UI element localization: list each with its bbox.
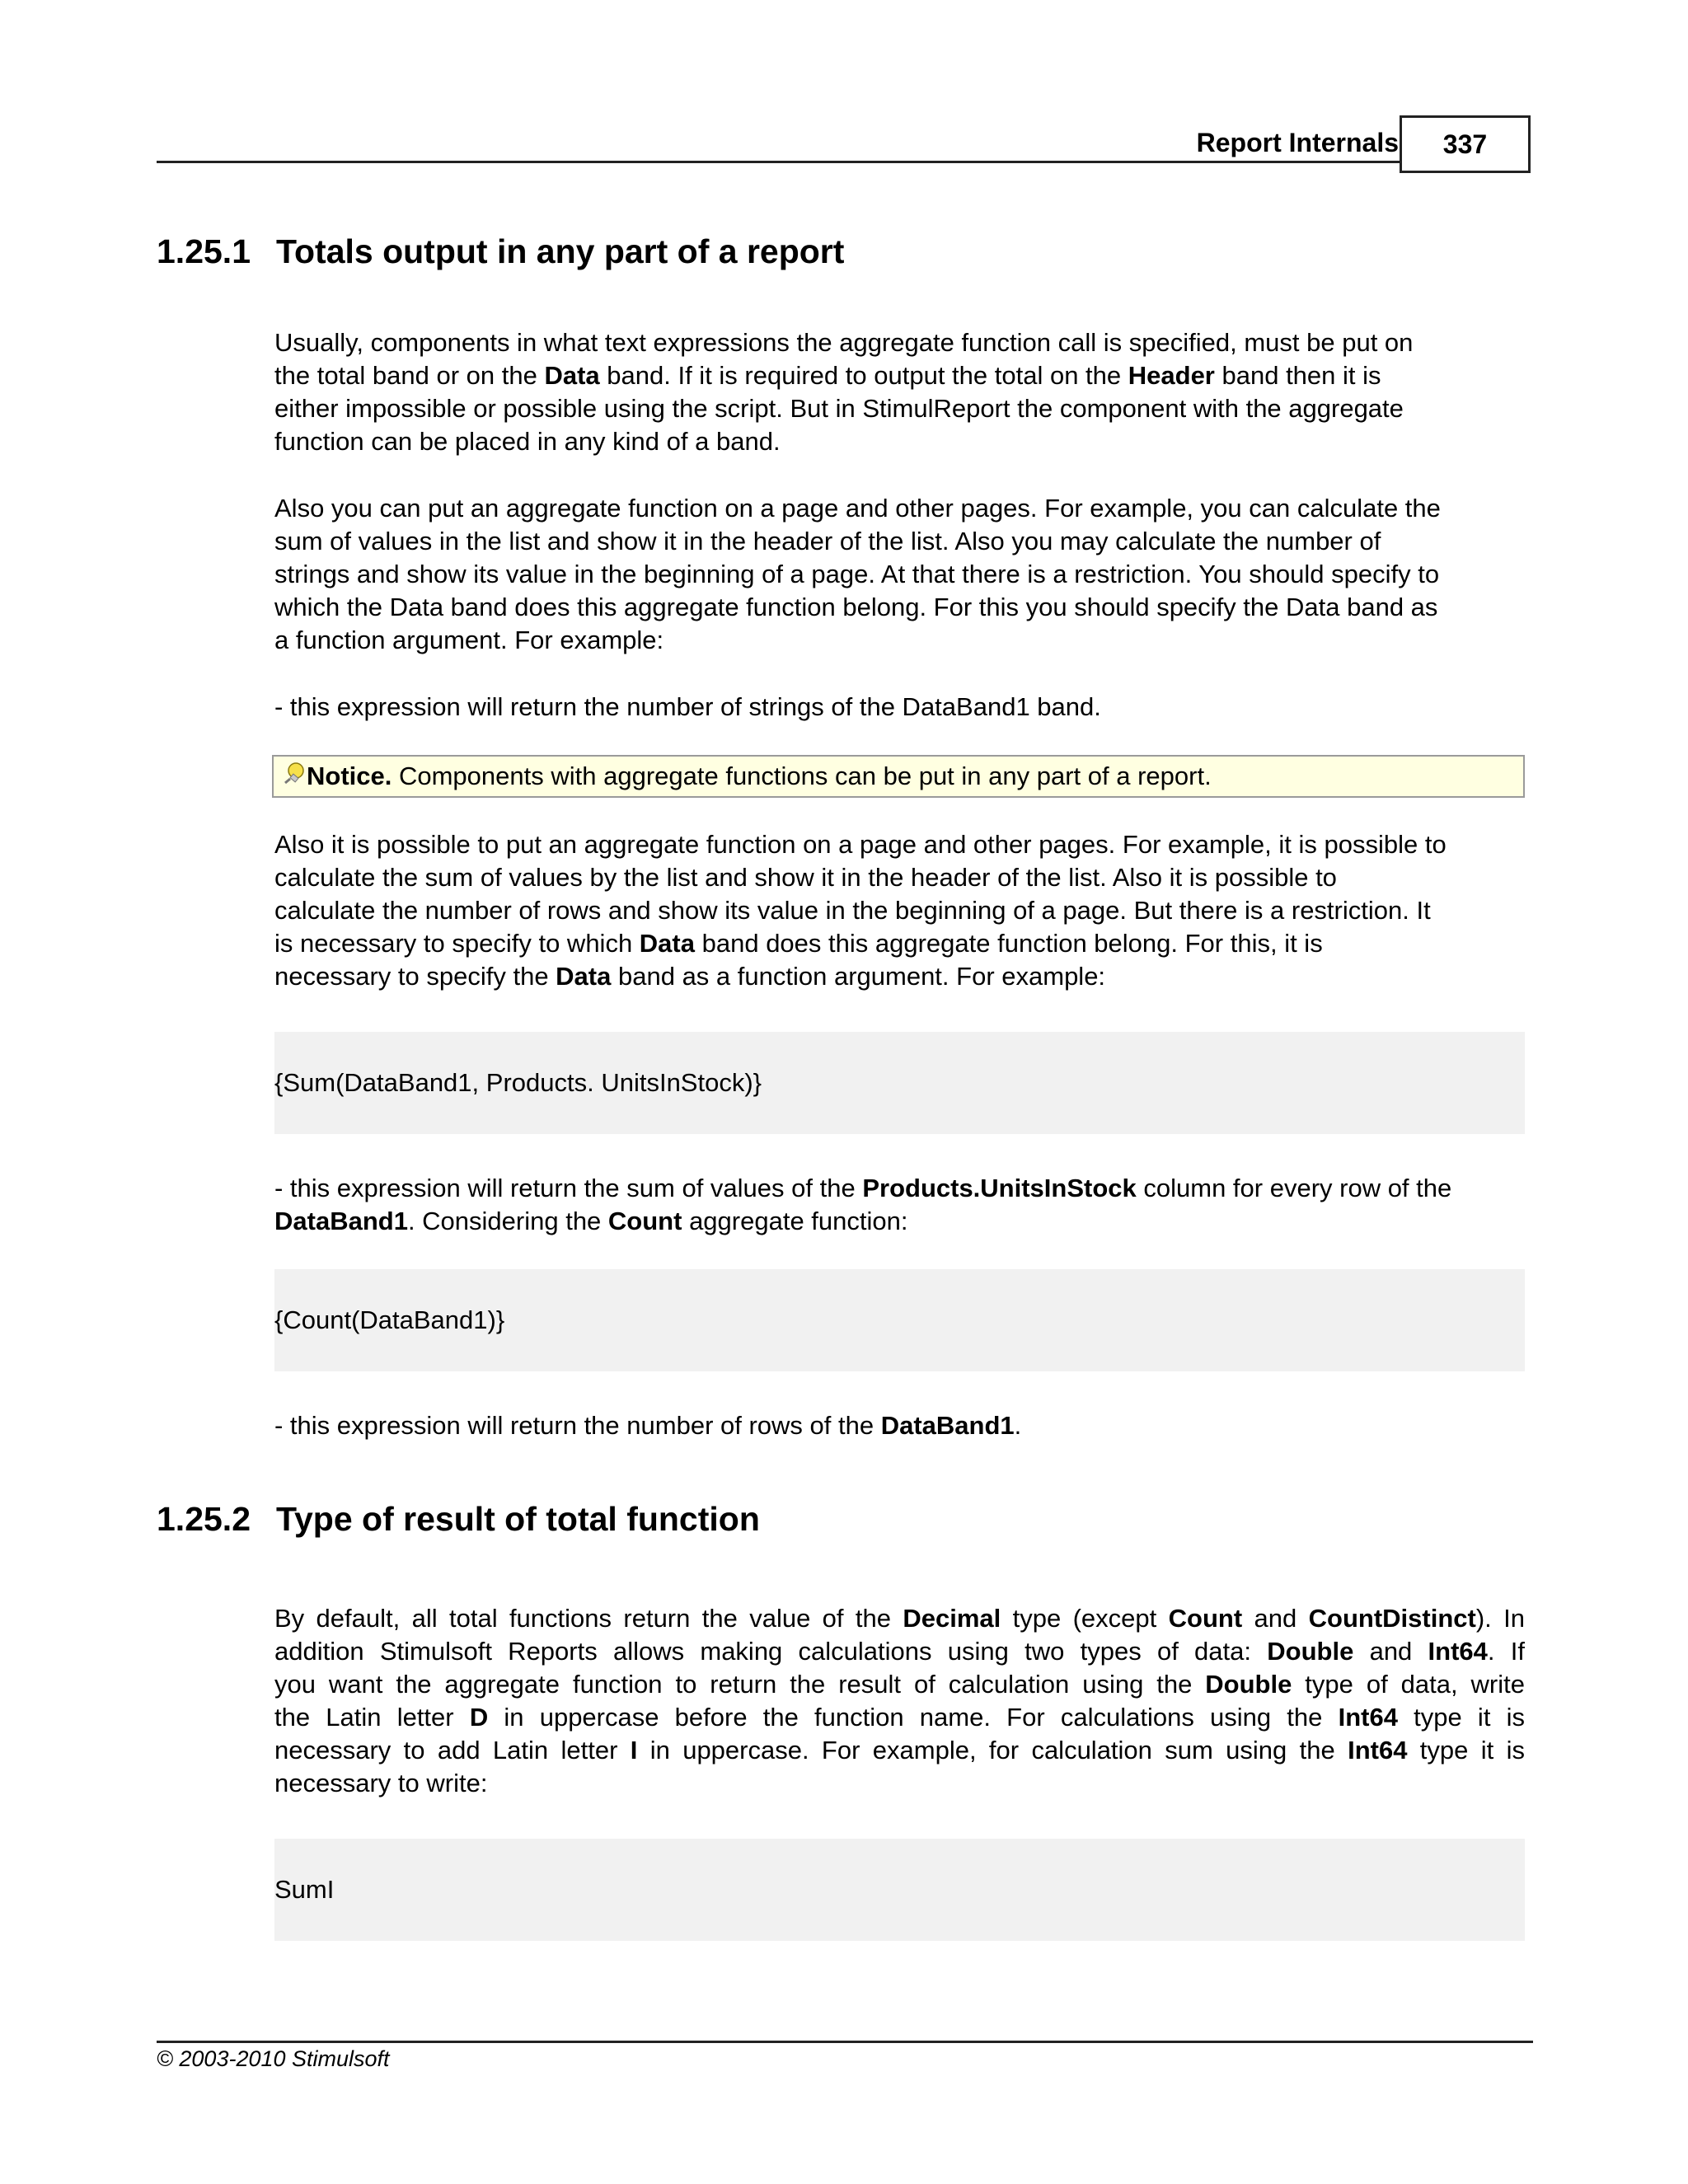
text-line: function can be placed in any kind of a band. <box>274 427 781 456</box>
bold-term: Int64 <box>1338 1703 1398 1732</box>
bold-term: Header <box>1128 361 1215 390</box>
text-span: in uppercase. For example, for calculation sum using the <box>637 1736 1348 1765</box>
notice-label: Notice. <box>307 762 392 790</box>
bold-term: Data <box>639 929 695 958</box>
bold-term: DataBand1 <box>880 1411 1015 1440</box>
text-line: a function argument. For example: <box>274 626 664 654</box>
paragraph-count-expression <box>274 1409 1525 1442</box>
text-span: band then it is <box>1214 361 1381 390</box>
notice-box <box>272 755 1525 798</box>
text-span: is necessary to specify to which <box>274 929 640 958</box>
paragraph-usually <box>274 326 1525 458</box>
text-span: necessary to specify the <box>274 962 556 991</box>
bold-term: Decimal <box>903 1604 1001 1633</box>
text-line: sum of values in the list and show it in the header of the list. Also you may calculate the number of <box>274 527 1381 555</box>
bold-term: Count <box>1168 1604 1243 1633</box>
text-line: - this expression will return the number of strings of the DataBand1 band. <box>274 692 1101 721</box>
text-line: Also you can put an aggregate function on a page and other pages. For example, you can calculate the <box>274 494 1441 523</box>
text-span: - this expression will return the sum of values of the <box>274 1174 863 1202</box>
text-span: column for every row of the <box>1136 1174 1452 1202</box>
text-line: calculate the number of rows and show its value in the beginning of a page. But there is a restriction. It <box>274 896 1431 925</box>
text-span: you want the aggregate function to return the result of calculation using the <box>274 1670 1206 1699</box>
text-span: aggregate function: <box>682 1207 908 1235</box>
text-line: necessary to write: <box>274 1769 488 1797</box>
text-span: in uppercase before the function name. For calculations using the <box>488 1703 1339 1732</box>
text-span: type it is <box>1407 1736 1525 1765</box>
code-block-count <box>274 1269 1525 1371</box>
bold-term: Data <box>544 361 600 390</box>
text-span: band. If it is required to output the total on the <box>599 361 1128 390</box>
code-block-sum <box>274 1032 1525 1134</box>
text-line <box>274 1635 1525 1668</box>
text-line <box>274 1668 1525 1701</box>
text-span: . If <box>1487 1637 1525 1666</box>
section-heading-1-25-1 <box>157 231 844 272</box>
text-line: Also it is possible to put an aggregate function on a page and other pages. For example, it is possible to <box>274 830 1447 859</box>
text-line <box>274 359 1525 392</box>
section-number: 1.25.1 <box>157 232 251 270</box>
bold-term: Int64 <box>1348 1736 1408 1765</box>
text-line: which the Data band does this aggregate function belong. For this you should specify the Data band as <box>274 593 1438 621</box>
text-line <box>274 1602 1525 1635</box>
code-text: SumI <box>274 1875 335 1904</box>
footer-copyright: © 2003-2010 Stimulsoft <box>157 2046 390 2071</box>
section-heading-1-25-2 <box>157 1498 760 1540</box>
paragraph-sum-expression <box>274 1172 1525 1238</box>
bold-term: DataBand1 <box>274 1207 408 1235</box>
text-span: band as a function argument. For example: <box>611 962 1106 991</box>
text-span: the total band or on the <box>274 361 545 390</box>
code-text: {Sum(DataBand1, Products. UnitsInStock)} <box>274 1068 762 1097</box>
bold-term: I <box>630 1736 638 1765</box>
bold-term: Data <box>556 962 612 991</box>
bold-term: Int64 <box>1428 1637 1488 1666</box>
text-span: type it is <box>1397 1703 1526 1732</box>
paragraph-expression-strings <box>274 691 1525 724</box>
section-title: Type of result of total function <box>276 1500 760 1538</box>
lightbulb-icon <box>280 760 305 786</box>
notice-text: Components with aggregate functions can be put in any part of a report. <box>392 762 1212 790</box>
bold-term: Count <box>607 1207 682 1235</box>
text-span: - this expression will return the number of rows of the <box>274 1411 881 1440</box>
footer-divider <box>157 2041 1533 2043</box>
text-line: either impossible or possible using the script. But in StimulReport the component with the aggregate <box>274 394 1404 423</box>
text-span: band does this aggregate function belong. For this, it is <box>695 929 1323 958</box>
bold-term: Products.UnitsInStock <box>862 1174 1137 1202</box>
text-line <box>274 1701 1525 1734</box>
text-span: the Latin letter <box>274 1703 470 1732</box>
text-span: . <box>1014 1411 1022 1440</box>
text-line <box>274 1409 1525 1442</box>
text-span: By default, all total functions return the value of the <box>274 1604 903 1633</box>
text-span: . Considering the <box>407 1207 608 1235</box>
text-span: addition Stimulsoft Reports allows making calculations using two types of data: <box>274 1637 1268 1666</box>
bold-term: Double <box>1267 1637 1354 1666</box>
text-line <box>274 1734 1525 1767</box>
text-span: and <box>1353 1637 1428 1666</box>
text-line: strings and show its value in the beginning of a page. At that there is a restriction. You should specify to <box>274 560 1440 588</box>
text-line: Usually, components in what text expressions the aggregate function call is specified, must be put on <box>274 328 1414 357</box>
running-header-title: Report Internals <box>1196 128 1399 157</box>
page-number: 337 <box>1442 129 1488 159</box>
paragraph-also-you-can <box>274 492 1525 657</box>
paragraph-by-default <box>274 1602 1525 1800</box>
text-span: and <box>1242 1604 1309 1633</box>
code-block-sumi <box>274 1839 1525 1941</box>
code-text: {Count(DataBand1)} <box>274 1305 505 1334</box>
bold-term: CountDistinct <box>1308 1604 1476 1633</box>
text-span: ). In <box>1475 1604 1526 1633</box>
text-line <box>274 927 1525 960</box>
page-number-box <box>1400 115 1531 173</box>
header-divider <box>157 161 1401 163</box>
text-line <box>274 1172 1525 1205</box>
section-title: Totals output in any part of a report <box>276 232 845 270</box>
text-line <box>274 960 1525 993</box>
bold-term: Double <box>1205 1670 1292 1699</box>
text-line <box>274 1205 1525 1238</box>
text-span: necessary to add Latin letter <box>274 1736 631 1765</box>
section-number: 1.25.2 <box>157 1500 251 1538</box>
text-span: type (except <box>1001 1604 1169 1633</box>
bold-term: D <box>469 1703 489 1732</box>
text-span: type of data, write <box>1292 1670 1525 1699</box>
paragraph-also-it-is-possible <box>274 828 1525 993</box>
text-line: calculate the sum of values by the list and show it in the header of the list. Also it is possible to <box>274 863 1337 892</box>
